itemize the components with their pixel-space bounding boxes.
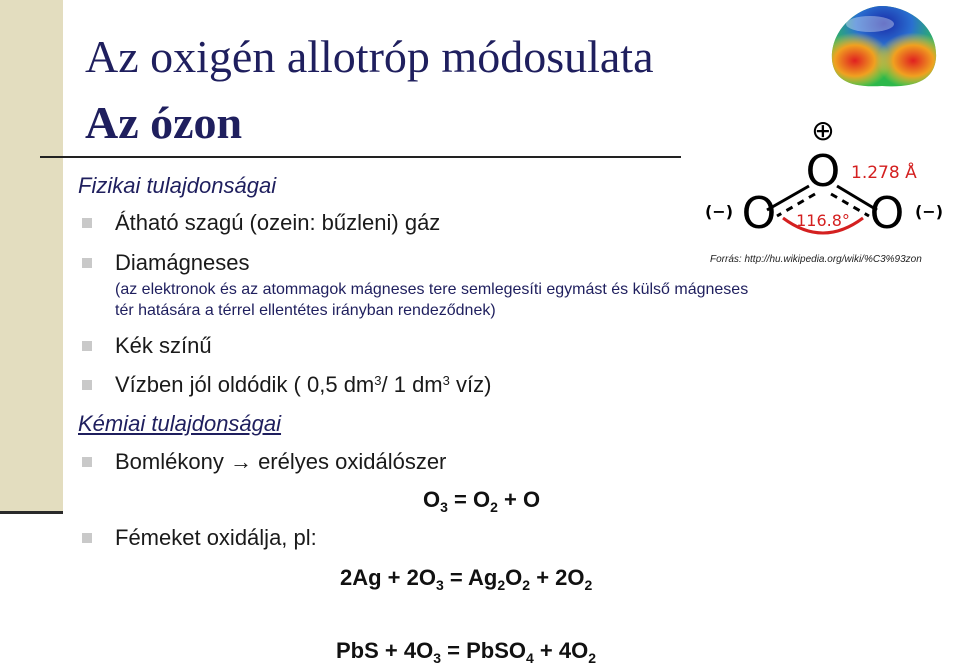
positive-charge-icon: ⊕ — [811, 114, 835, 147]
arrow-right-icon: → — [229, 449, 252, 474]
bullet-icon — [82, 341, 92, 351]
oxygen-atom-right: O — [869, 188, 905, 239]
sidebar-decoration — [0, 0, 63, 512]
item-metal-oxidation: Fémeket oxidálja, pl: — [115, 525, 317, 550]
page-subtitle: Az ózon — [85, 97, 243, 148]
physical-heading: Fizikai tulajdonságai — [78, 173, 277, 198]
oxygen-atom-center: O — [805, 146, 841, 197]
bullet-icon — [82, 533, 92, 543]
item-diamagnetic: Diamágneses — [115, 250, 250, 275]
bond-angle-label: 116.8° — [796, 211, 850, 230]
title-divider — [40, 156, 720, 158]
oxygen-atom-left: O — [741, 188, 777, 239]
page-title: Az oxigén allotróp módosulata — [85, 31, 654, 82]
item-solubility: Vízben jól oldódik ( 0,5 $dm^3/$ 1 $dm^3$ víz) — [115, 372, 492, 397]
equation-decomposition: $O_3 = O_2 + O$ — [423, 487, 541, 515]
bullet-icon — [82, 380, 92, 390]
source-citation: Forrás: http://hu.wikipedia.org/wiki/%C3%93zon — [710, 254, 922, 265]
bullet-icon — [82, 457, 92, 467]
ozone-structure-diagram — [681, 98, 960, 248]
item-odor: Átható szagú (ozein: bűzleni) gáz — [115, 210, 441, 235]
note-line-1: (az elektronok és az atommagok mágneses tere semlegesíti egymást és külső mágneses — [115, 281, 749, 298]
equation-lead: PbS + $4O_3$ = PbSO$_4$ + $4O_2$ — [336, 638, 597, 666]
item-color: Kék színű — [115, 333, 212, 358]
chemical-heading: Kémiai tulajdonságai — [78, 411, 282, 436]
negative-charge-icon: (−) — [704, 202, 734, 221]
ozone-potential-map — [820, 0, 945, 92]
item-decomposition: Bomlékony → erélyes oxidálószer — [115, 449, 447, 474]
note-line-2: tér hatására a térrel ellentétes irányban rendeződnek) — [115, 302, 496, 319]
bond-length-label: 1.278 Å — [851, 163, 917, 183]
sidebar-divider — [0, 511, 63, 514]
bullet-icon — [82, 218, 92, 228]
bullet-icon — [82, 258, 92, 268]
negative-charge-icon: (−) — [914, 202, 944, 221]
equation-silver: $2Ag + 2O_3 = Ag_2O_2 + 2O_2$ — [340, 565, 593, 593]
